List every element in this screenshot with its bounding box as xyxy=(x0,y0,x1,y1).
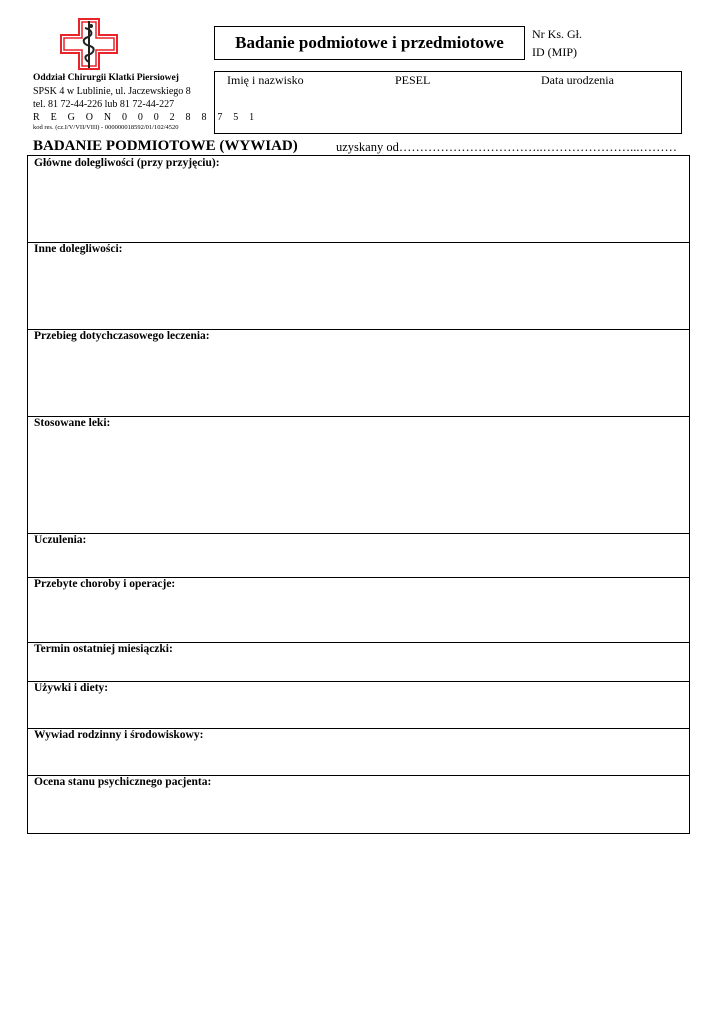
form-row-label: Uczulenia: xyxy=(34,534,87,546)
form-row-mental-state[interactable] xyxy=(28,775,689,833)
department-name: Oddział Chirurgii Klatki Piersiowej xyxy=(33,73,179,83)
interview-form xyxy=(27,155,690,834)
patient-info-box[interactable] xyxy=(214,71,682,134)
form-row-last-menstruation[interactable] xyxy=(28,642,689,682)
form-row-family-history[interactable] xyxy=(28,728,689,776)
id-mip-label: ID (MIP) xyxy=(532,45,577,59)
form-row-label: Ocena stanu psychicznego pacjenta: xyxy=(34,776,212,788)
hospital-logo-icon xyxy=(60,18,118,70)
patient-dob-label: Data urodzenia xyxy=(541,73,614,87)
form-row-past-illnesses[interactable] xyxy=(28,577,689,643)
section-title: BADANIE PODMIOTOWE (WYWIAD) xyxy=(33,138,298,154)
institution-regon: R E G O N 0 0 0 2 8 8 7 5 1 xyxy=(33,112,259,123)
form-row-label: Przebyte choroby i operacje: xyxy=(34,578,176,590)
form-row-label: Inne dolegliwości: xyxy=(34,243,123,255)
form-row-medications[interactable] xyxy=(28,416,689,534)
form-row-label: Termin ostatniej miesiączki: xyxy=(34,643,173,655)
form-row-label: Stosowane leki: xyxy=(34,417,111,429)
form-row-stimulants-diet[interactable] xyxy=(28,681,689,729)
form-row-label: Główne dolegliwości (przy przyjęciu): xyxy=(34,157,220,169)
patient-pesel-label: PESEL xyxy=(395,73,431,87)
form-row-allergies[interactable] xyxy=(28,533,689,578)
form-row-label: Przebieg dotychczasowego leczenia: xyxy=(34,330,210,342)
patient-name-label: Imię i nazwisko xyxy=(227,73,304,87)
document-title: Badanie podmiotowe i przedmiotowe xyxy=(214,26,525,60)
form-row-label: Wywiad rodzinny i środowiskowy: xyxy=(34,729,204,741)
record-number-label: Nr Ks. Gł. xyxy=(532,27,582,41)
obtained-from-field[interactable]: uzyskany od……………………………..…………………...……… xyxy=(336,140,677,154)
institution-code: kod res. (cz.I/V/VII/VIII) - 000000018592/01/102/4520 xyxy=(33,124,179,131)
form-row-main-complaints[interactable] xyxy=(28,156,689,243)
form-row-treatment-history[interactable] xyxy=(28,329,689,417)
form-row-label: Używki i diety: xyxy=(34,682,109,694)
form-row-other-complaints[interactable] xyxy=(28,242,689,330)
institution-phone: tel. 81 72-44-226 lub 81 72-44-227 xyxy=(33,99,175,110)
institution-address: SPSK 4 w Lublinie, ul. Jaczewskiego 8 xyxy=(33,86,191,97)
